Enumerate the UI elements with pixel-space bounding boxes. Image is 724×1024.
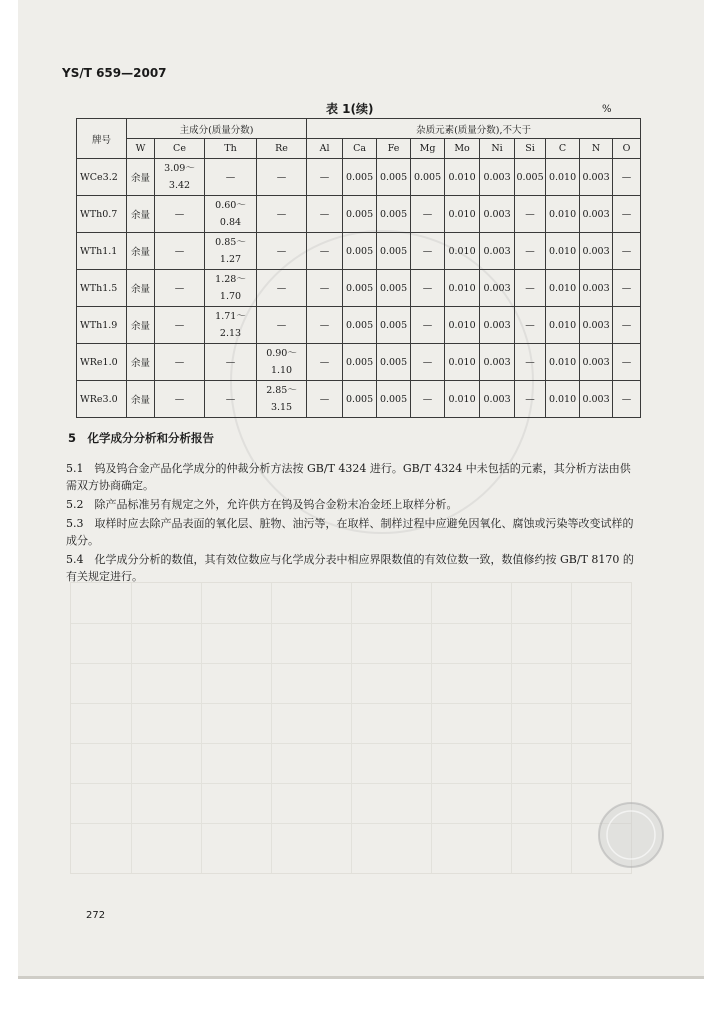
col-header-ca: Ca (343, 139, 377, 159)
cell-o: — (613, 307, 641, 344)
col-header-ni: Ni (480, 139, 515, 159)
cell-ni: 0.003 (480, 159, 515, 196)
cell-al: — (307, 307, 343, 344)
table-row (77, 159, 641, 196)
col-header-mo: Mo (445, 139, 480, 159)
cell-al: — (307, 270, 343, 307)
cell-mg: — (411, 344, 445, 381)
cell-mo: 0.010 (445, 344, 480, 381)
cell-si: — (515, 233, 546, 270)
grade-cell: WTh0.7 (77, 196, 127, 233)
cell-si: — (515, 307, 546, 344)
table-row (77, 233, 641, 270)
cell-w: 余量 (127, 270, 155, 307)
cell-ce: 3.09～ 3.42 (155, 159, 205, 196)
page-number: 272 (86, 910, 106, 921)
cell-ce: — (155, 307, 205, 344)
cell-re: — (257, 196, 307, 233)
cell-ce: — (155, 196, 205, 233)
cell-c: 0.010 (546, 381, 580, 418)
cell-ni: 0.003 (480, 344, 515, 381)
cell-si: — (515, 344, 546, 381)
cell-fe: 0.005 (377, 344, 411, 381)
col-header-mg: Mg (411, 139, 445, 159)
cell-o: — (613, 381, 641, 418)
col-header-ce: Ce (155, 139, 205, 159)
cell-ni: 0.003 (480, 270, 515, 307)
grade-cell: WRe3.0 (77, 381, 127, 418)
paragraph-5-3: 5.3 取样时应去除产品表面的氧化层、脏物、油污等，在取样、制样过程中应避免因氧化、腐蚀或污染等改变试样的成分。 (66, 517, 634, 547)
col-header-c: C (546, 139, 580, 159)
cell-mg: 0.005 (411, 159, 445, 196)
table-row (77, 381, 641, 418)
col-header-si: Si (515, 139, 546, 159)
cell-ca: 0.005 (343, 381, 377, 418)
cell-re: — (257, 307, 307, 344)
cell-mo: 0.010 (445, 233, 480, 270)
cell-c: 0.010 (546, 344, 580, 381)
cell-n: 0.003 (580, 233, 613, 270)
col-grade-header: 牌号 (77, 119, 127, 159)
cell-w: 余量 (127, 159, 155, 196)
cell-n: 0.003 (580, 159, 613, 196)
cell-si: 0.005 (515, 159, 546, 196)
cell-ce: — (155, 270, 205, 307)
cell-n: 0.003 (580, 344, 613, 381)
cell-c: 0.010 (546, 196, 580, 233)
col-header-n: N (580, 139, 613, 159)
cell-th: 1.71～ 2.13 (205, 307, 257, 344)
cell-n: 0.003 (580, 196, 613, 233)
cell-ca: 0.005 (343, 233, 377, 270)
cell-th: 1.28～ 1.70 (205, 270, 257, 307)
cell-w: 余量 (127, 381, 155, 418)
impurity-elements-header: 杂质元素(质量分数),不大于 (307, 119, 641, 139)
main-components-header: 主成分(质量分数) (127, 119, 307, 139)
paragraph-5-1: 5.1 钨及钨合金产品化学成分的仲裁分析方法按 GB/T 4324 进行。GB/T 4324 中未包括的元素，其分析方法由供需双方协商确定。 (66, 462, 631, 492)
grade-cell: WTh1.1 (77, 233, 127, 270)
cell-fe: 0.005 (377, 233, 411, 270)
cell-ni: 0.003 (480, 196, 515, 233)
col-header-o: O (613, 139, 641, 159)
col-header-fe: Fe (377, 139, 411, 159)
cell-ni: 0.003 (480, 233, 515, 270)
cell-ce: — (155, 233, 205, 270)
cell-fe: 0.005 (377, 196, 411, 233)
cell-si: — (515, 381, 546, 418)
grade-cell: WTh1.5 (77, 270, 127, 307)
col-header-al: Al (307, 139, 343, 159)
cell-w: 余量 (127, 233, 155, 270)
cell-o: — (613, 159, 641, 196)
cell-ce: — (155, 344, 205, 381)
section-heading: 5 化学成分分析和分析报告 (68, 431, 215, 445)
cell-al: — (307, 159, 343, 196)
page-edge-shadow (18, 976, 704, 979)
cell-al: — (307, 381, 343, 418)
cell-th: 0.60～ 0.84 (205, 196, 257, 233)
cell-ca: 0.005 (343, 159, 377, 196)
grade-cell: WCe3.2 (77, 159, 127, 196)
cell-fe: 0.005 (377, 159, 411, 196)
table-row (77, 196, 641, 233)
cell-ca: 0.005 (343, 196, 377, 233)
cell-ca: 0.005 (343, 344, 377, 381)
composition-table (76, 118, 641, 418)
cell-re: — (257, 270, 307, 307)
cell-mo: 0.010 (445, 159, 480, 196)
cell-n: 0.003 (580, 307, 613, 344)
cell-si: — (515, 196, 546, 233)
cell-w: 余量 (127, 344, 155, 381)
cell-n: 0.003 (580, 381, 613, 418)
cell-th: — (205, 381, 257, 418)
cell-re: — (257, 159, 307, 196)
cell-ce: — (155, 381, 205, 418)
grade-cell: WRe1.0 (77, 344, 127, 381)
grade-cell: WTh1.9 (77, 307, 127, 344)
pdg-seal-watermark (596, 800, 666, 870)
unit-label: % (602, 104, 612, 115)
table-row (77, 344, 641, 381)
cell-al: — (307, 196, 343, 233)
cell-th: 0.85～ 1.27 (205, 233, 257, 270)
cell-mo: 0.010 (445, 196, 480, 233)
cell-re: 2.85～ 3.15 (257, 381, 307, 418)
cell-w: 余量 (127, 196, 155, 233)
col-header-th: Th (205, 139, 257, 159)
cell-w: 余量 (127, 307, 155, 344)
cell-mg: — (411, 381, 445, 418)
cell-al: — (307, 344, 343, 381)
paragraph-5-4: 5.4 化学成分分析的数值，其有效位数应与化学成分表中相应界限数值的有效位数一致，数值修约按 GB/T 8170 的有关规定进行。 (66, 553, 634, 583)
standard-code: YS/T 659—2007 (62, 66, 167, 80)
cell-ni: 0.003 (480, 307, 515, 344)
table-title: 表 1(续) (326, 102, 374, 116)
col-header-w: W (127, 139, 155, 159)
col-header-re: Re (257, 139, 307, 159)
cell-ni: 0.003 (480, 381, 515, 418)
table-row (77, 307, 641, 344)
cell-c: 0.010 (546, 233, 580, 270)
cell-c: 0.010 (546, 159, 580, 196)
cell-mg: — (411, 307, 445, 344)
cell-si: — (515, 270, 546, 307)
cell-mg: — (411, 233, 445, 270)
cell-o: — (613, 196, 641, 233)
cell-fe: 0.005 (377, 381, 411, 418)
paragraph-5-2: 5.2 除产品标准另有规定之外，允许供方在钨及钨合金粉末冶金坯上取样分析。 (66, 498, 458, 511)
cell-th: — (205, 159, 257, 196)
cell-mg: — (411, 196, 445, 233)
bleed-through-table (70, 582, 632, 874)
cell-mo: 0.010 (445, 381, 480, 418)
table-row (77, 270, 641, 307)
cell-c: 0.010 (546, 270, 580, 307)
cell-o: — (613, 344, 641, 381)
cell-ca: 0.005 (343, 307, 377, 344)
cell-mg: — (411, 270, 445, 307)
cell-o: — (613, 270, 641, 307)
cell-c: 0.010 (546, 307, 580, 344)
cell-n: 0.003 (580, 270, 613, 307)
cell-o: — (613, 233, 641, 270)
cell-fe: 0.005 (377, 270, 411, 307)
cell-ca: 0.005 (343, 270, 377, 307)
cell-mo: 0.010 (445, 270, 480, 307)
cell-re: 0.90～ 1.10 (257, 344, 307, 381)
cell-th: — (205, 344, 257, 381)
cell-re: — (257, 233, 307, 270)
cell-mo: 0.010 (445, 307, 480, 344)
cell-al: — (307, 233, 343, 270)
cell-fe: 0.005 (377, 307, 411, 344)
